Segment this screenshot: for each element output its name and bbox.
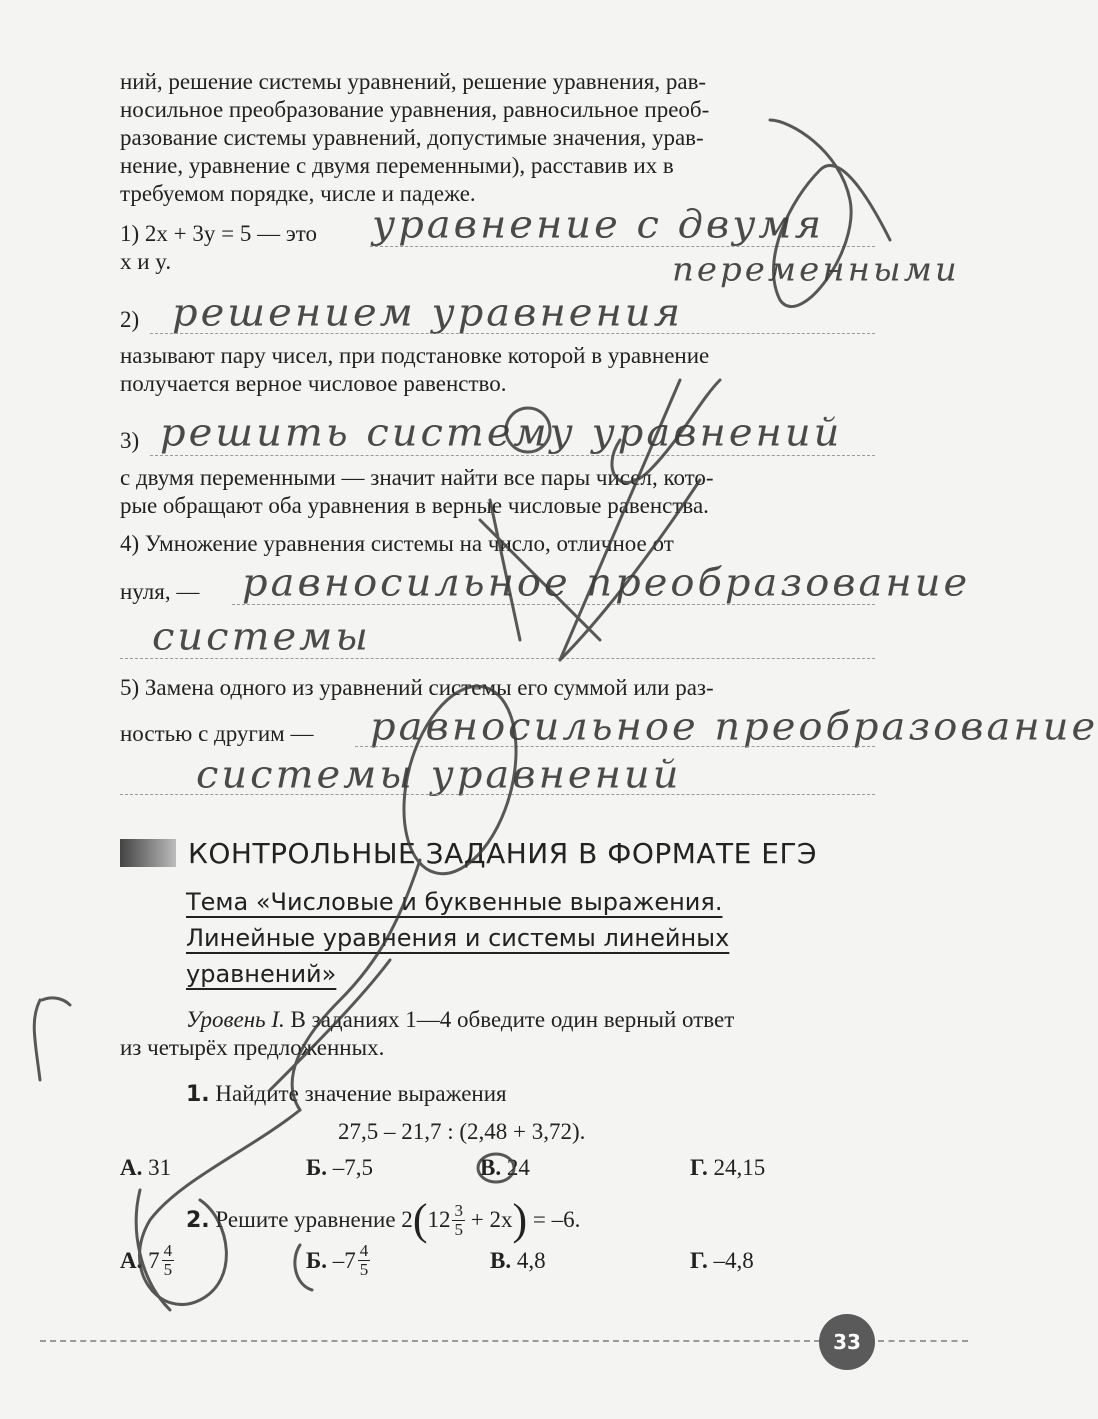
intro-line-2: носильное преобразование уравнения, равносильное преоб- — [120, 97, 710, 122]
pencil-stroke-icon — [34, 1000, 40, 1080]
item-3-prefix: 3) — [120, 428, 140, 453]
task-1-expression: 27,5 – 21,7 : (2,48 + 3,72). — [338, 1119, 586, 1144]
task-2-text: Решите уравнение 2 — [215, 1207, 413, 1232]
option-label: Б. — [306, 1247, 327, 1273]
item-1-handwritten-answer: уравнение с двумя — [372, 203, 825, 247]
task-2-option-c[interactable] — [490, 1248, 546, 1274]
open-paren: ( — [412, 1195, 428, 1244]
item-5-line-1: 5) Замена одного из уравнений системы его суммой или раз- — [120, 675, 714, 700]
option-value: –4,8 — [713, 1248, 754, 1273]
section-bar-decoration — [120, 839, 176, 867]
task-1-number: 1. — [186, 1082, 210, 1107]
topic-line-2: Линейные уравнения и системы линейных — [186, 924, 730, 952]
intro-line-5: требуемом порядке, числе и падеже. — [120, 181, 476, 206]
option-value: 24 — [506, 1155, 530, 1180]
answer-line — [120, 794, 875, 795]
task-2-rest: + 2x — [470, 1207, 513, 1232]
level-instructions — [186, 1006, 734, 1034]
item-1-handwritten-answer-2: переменными — [672, 251, 960, 289]
item-4-handwritten-answer-2: системы — [152, 615, 371, 659]
pencil-stroke-icon — [42, 998, 70, 1005]
page-number-badge: 33 — [819, 1314, 875, 1370]
option-label: В. — [480, 1155, 502, 1180]
option-label: В. — [490, 1248, 512, 1273]
option-label: А. — [120, 1155, 143, 1180]
close-paren: ) — [512, 1195, 528, 1244]
task-2-option-d[interactable] — [690, 1248, 754, 1274]
option-value: 7 — [148, 1247, 160, 1273]
intro-line-4: нение, уравнение с двумя переменными), расставив их в — [120, 153, 674, 178]
task-2-int: 12 — [427, 1207, 451, 1232]
intro-line-3: разование системы уравнений, допустимые значения, урав- — [120, 125, 704, 150]
level-text-2: из четырёх предложенных. — [120, 1035, 385, 1060]
item-5-handwritten-answer-2: системы уравнений — [196, 753, 682, 797]
option-value: 24,15 — [713, 1155, 766, 1180]
task-1-option-d[interactable] — [690, 1155, 765, 1181]
item-1-prefix: 1) 2x + 3y = 5 — это — [120, 221, 317, 246]
task-1-option-b[interactable] — [306, 1155, 373, 1181]
task-2-option-a[interactable] — [120, 1242, 174, 1279]
footer-rule-right — [878, 1340, 968, 1342]
task-2-number: 2. — [186, 1207, 210, 1233]
item-3-line-2: рые обращают оба уравнения в верные числовые равенства. — [120, 493, 709, 518]
task-2-fraction — [452, 1202, 465, 1239]
answer-line — [150, 333, 875, 334]
item-4-handwritten-answer: равносильное преобразование — [242, 561, 971, 605]
topic-line-1: Тема «Числовые и буквенные выражения. — [186, 888, 723, 916]
item-2-line-1: называют пару чисел, при подстановке которой в уравнение — [120, 343, 710, 368]
option-label: А. — [120, 1247, 143, 1273]
intro-line-1: ний, решение системы уравнений, решение уравнения, рав- — [120, 69, 707, 94]
fraction-denominator: 5 — [359, 1260, 369, 1279]
answer-line — [355, 746, 875, 747]
option-value: 31 — [148, 1155, 172, 1180]
option-label: Г. — [690, 1248, 708, 1273]
item-1-suffix: x и y. — [120, 249, 172, 274]
option-value: –7,5 — [332, 1155, 373, 1180]
task-2-question — [186, 1195, 581, 1244]
fraction-numerator: 3 — [454, 1200, 463, 1220]
task-1-text: Найдите значение выражения — [215, 1081, 507, 1106]
fraction-denominator: 5 — [454, 1219, 463, 1239]
section-heading — [120, 835, 817, 871]
item-3-line-1: с двумя переменными — значит найти все пары чисел, кото- — [120, 465, 714, 490]
answer-line — [232, 604, 875, 605]
section-title: КОНТРОЛЬНЫЕ ЗАДАНИЯ В ФОРМАТЕ ЕГЭ — [188, 836, 818, 870]
option-value: –7 — [332, 1247, 356, 1273]
task-1-question — [186, 1080, 507, 1109]
level-text-1: В заданиях 1—4 обведите один верный ответ — [284, 1007, 735, 1032]
task-2-option-b[interactable] — [306, 1242, 370, 1279]
item-4-prefix: нуля, — — [120, 579, 200, 604]
option-value: 4,8 — [516, 1248, 546, 1273]
answer-line — [370, 246, 875, 247]
fraction-denominator: 5 — [163, 1260, 173, 1279]
task-1-option-c[interactable] — [480, 1155, 530, 1181]
option-fraction — [358, 1242, 371, 1279]
fraction-numerator: 4 — [163, 1241, 173, 1260]
item-2-handwritten-answer: решением уравнения — [172, 291, 684, 335]
option-fraction — [162, 1242, 175, 1279]
item-2-line-2: получается верное числовое равенство. — [120, 371, 507, 396]
option-label: Б. — [306, 1155, 327, 1180]
level-label: Уровень I. — [186, 1007, 285, 1032]
item-5-handwritten-answer: равносильное преобразование — [370, 705, 1098, 749]
task-1-option-a[interactable] — [120, 1155, 171, 1181]
answer-line — [120, 658, 875, 659]
topic-line-3: уравнений» — [186, 960, 337, 988]
option-label: Г. — [690, 1155, 708, 1180]
item-2-prefix: 2) — [120, 307, 140, 332]
task-2-end: = –6. — [532, 1207, 581, 1232]
footer-rule-left — [40, 1340, 820, 1342]
item-3-handwritten-answer: решить систему уравнений — [160, 411, 843, 455]
fraction-numerator: 4 — [359, 1241, 369, 1260]
answer-line — [150, 455, 875, 456]
item-4-line-1: 4) Умножение уравнения системы на число, отличное от — [120, 531, 674, 556]
item-5-prefix: ностью с другим — — [120, 721, 314, 746]
